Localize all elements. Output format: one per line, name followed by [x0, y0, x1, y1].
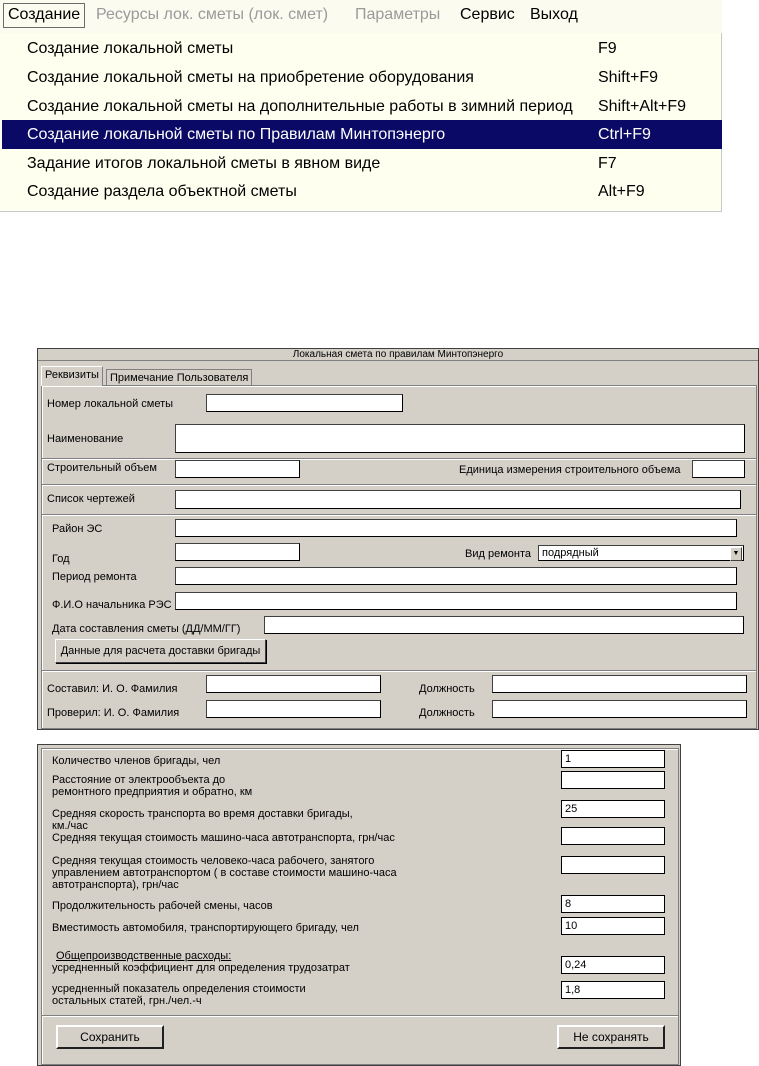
label-distance: Расстояние от электрообъекта до ремонтного предприятия и обратно, км [52, 774, 253, 798]
label-checked-position: Должность [419, 707, 475, 719]
labor-coefficient-field[interactable] [561, 956, 665, 974]
checked-by-field[interactable] [206, 700, 381, 718]
menu-item-label: Создание локальной сметы на приобретение оборудования [27, 69, 474, 86]
volume-unit-field[interactable] [692, 460, 745, 478]
checked-position-field[interactable] [492, 700, 747, 718]
label-vehicle-capacity: Вместимость автомобиля, транспортирующего бригаду, чел [52, 922, 359, 934]
repair-type-select[interactable] [538, 545, 744, 561]
year-field[interactable] [175, 543, 300, 561]
vehicle-capacity-field[interactable] [561, 917, 665, 935]
label-other-cost-index: усредненный показатель определения стоимости остальных статей, грн./чел.-ч [52, 983, 306, 1007]
dialog-title: Локальная смета по правилам Минтопэнерго [38, 349, 758, 361]
menu-item-local-estimate[interactable] [2, 34, 722, 63]
label-estimate-date: Дата составления сметы (ДД/ММ/ГГ) [52, 623, 241, 635]
label-compiled-by: Составил: И. О. Фамилия [47, 683, 178, 695]
menu-item-equipment-estimate[interactable] [2, 63, 722, 92]
menu-item-label: Задание итогов локальной сметы в явном виде [27, 155, 381, 172]
overhead-header: Общепроизводственные расходы: [56, 950, 232, 962]
menu-item-label: Создание локальной сметы на дополнительные работы в зимний период [27, 98, 573, 115]
drawings-field[interactable] [175, 490, 741, 509]
menu-item-mintopenergo-estimate[interactable] [2, 120, 722, 149]
other-cost-index-field[interactable] [561, 981, 665, 999]
label-brigade-size: Количество членов бригады, чел [52, 755, 221, 767]
menu-item-label: Создание локальной сметы [27, 40, 234, 57]
label-district: Район ЭС [52, 523, 103, 535]
label-year: Год [52, 553, 70, 565]
label-shift-duration: Продолжительность рабочей смены, часов [52, 900, 273, 912]
menu-bar [0, 0, 722, 33]
compiled-position-field[interactable] [492, 675, 747, 693]
menu-item-shortcut: Ctrl+F9 [598, 126, 651, 143]
dropdown-menu-panel [0, 0, 722, 212]
label-repair-type: Вид ремонта [465, 548, 531, 560]
menu-item-explicit-totals[interactable] [2, 149, 722, 178]
repair-type-value: подрядный [542, 547, 599, 559]
menu-exit[interactable]: Выход [530, 6, 578, 23]
distance-field[interactable] [561, 771, 665, 789]
label-chief: Ф.И.О начальника РЭС [52, 599, 172, 611]
label-drawings: Список чертежей [47, 493, 135, 505]
repair-period-field[interactable] [175, 567, 737, 585]
label-name: Наименование [47, 433, 124, 445]
menu-item-object-section[interactable] [2, 177, 722, 206]
menu-item-shortcut: F9 [598, 40, 617, 57]
estimate-date-field[interactable] [264, 616, 744, 634]
tab-requisites[interactable]: Реквизиты [41, 366, 103, 386]
menu-resources[interactable]: Ресурсы лок. сметы (лок. смет) [96, 6, 329, 23]
menu-item-shortcut: F7 [598, 155, 617, 172]
label-repair-period: Период ремонта [52, 571, 137, 583]
local-estimate-dialog [37, 348, 759, 730]
shift-duration-field[interactable] [561, 895, 665, 913]
label-checked-by: Проверил: И. О. Фамилия [47, 707, 180, 719]
label-machine-hour-cost: Средняя текущая стоимость машино-часа автотранспорта, грн/час [52, 832, 395, 844]
label-man-hour-cost: Средняя текущая стоимость человеко-часа рабочего, занятого управлением автотранспортом ( в составе стоимости машино-часа автотранспорта), грн/час [52, 855, 397, 891]
label-building-volume: Строительный объем [47, 462, 157, 474]
brigade-size-field[interactable] [561, 750, 665, 768]
menu-item-shortcut: Shift+Alt+F9 [598, 98, 687, 115]
building-volume-field[interactable] [175, 460, 300, 478]
delivery-data-dialog [37, 744, 681, 1066]
machine-hour-cost-field[interactable] [561, 827, 665, 845]
menu-item-shortcut: Alt+F9 [598, 183, 645, 200]
save-button[interactable]: Сохранить [56, 1025, 164, 1049]
menu-item-winter-estimate[interactable] [2, 92, 722, 121]
label-labor-coefficient: усредненный коэффициент для определения трудозатрат [52, 962, 350, 974]
tab-user-note[interactable]: Примечание Пользователя [106, 369, 252, 386]
menu-item-label: Создание раздела объектной сметы [27, 183, 297, 200]
menu-service[interactable]: Сервис [460, 6, 515, 23]
label-volume-unit: Единица измерения строительного объема [459, 464, 681, 476]
label-compiled-position: Должность [419, 683, 475, 695]
menu-parameters[interactable]: Параметры [355, 6, 441, 23]
name-field[interactable] [175, 424, 745, 453]
estimate-number-field[interactable] [206, 394, 403, 412]
label-estimate-number: Номер локальной сметы [47, 398, 174, 410]
avg-speed-field[interactable] [561, 800, 665, 818]
menu-item-label: Создание локальной сметы по Правилам Минтопэнерго [27, 126, 446, 143]
district-field[interactable] [175, 519, 737, 537]
man-hour-cost-field[interactable] [561, 856, 665, 874]
menu-item-shortcut: Shift+F9 [598, 69, 659, 86]
delivery-data-button[interactable]: Данные для расчета доставки бригады [55, 639, 266, 663]
label-avg-speed: Средняя скорость транспорта во время доставки бригады, км./час [52, 808, 353, 832]
chevron-down-icon[interactable]: ▼ [730, 547, 742, 561]
chief-field[interactable] [175, 592, 737, 610]
menu-create[interactable]: Создание [3, 3, 85, 28]
cancel-button[interactable]: Не сохранять [557, 1025, 665, 1049]
compiled-by-field[interactable] [206, 675, 381, 693]
